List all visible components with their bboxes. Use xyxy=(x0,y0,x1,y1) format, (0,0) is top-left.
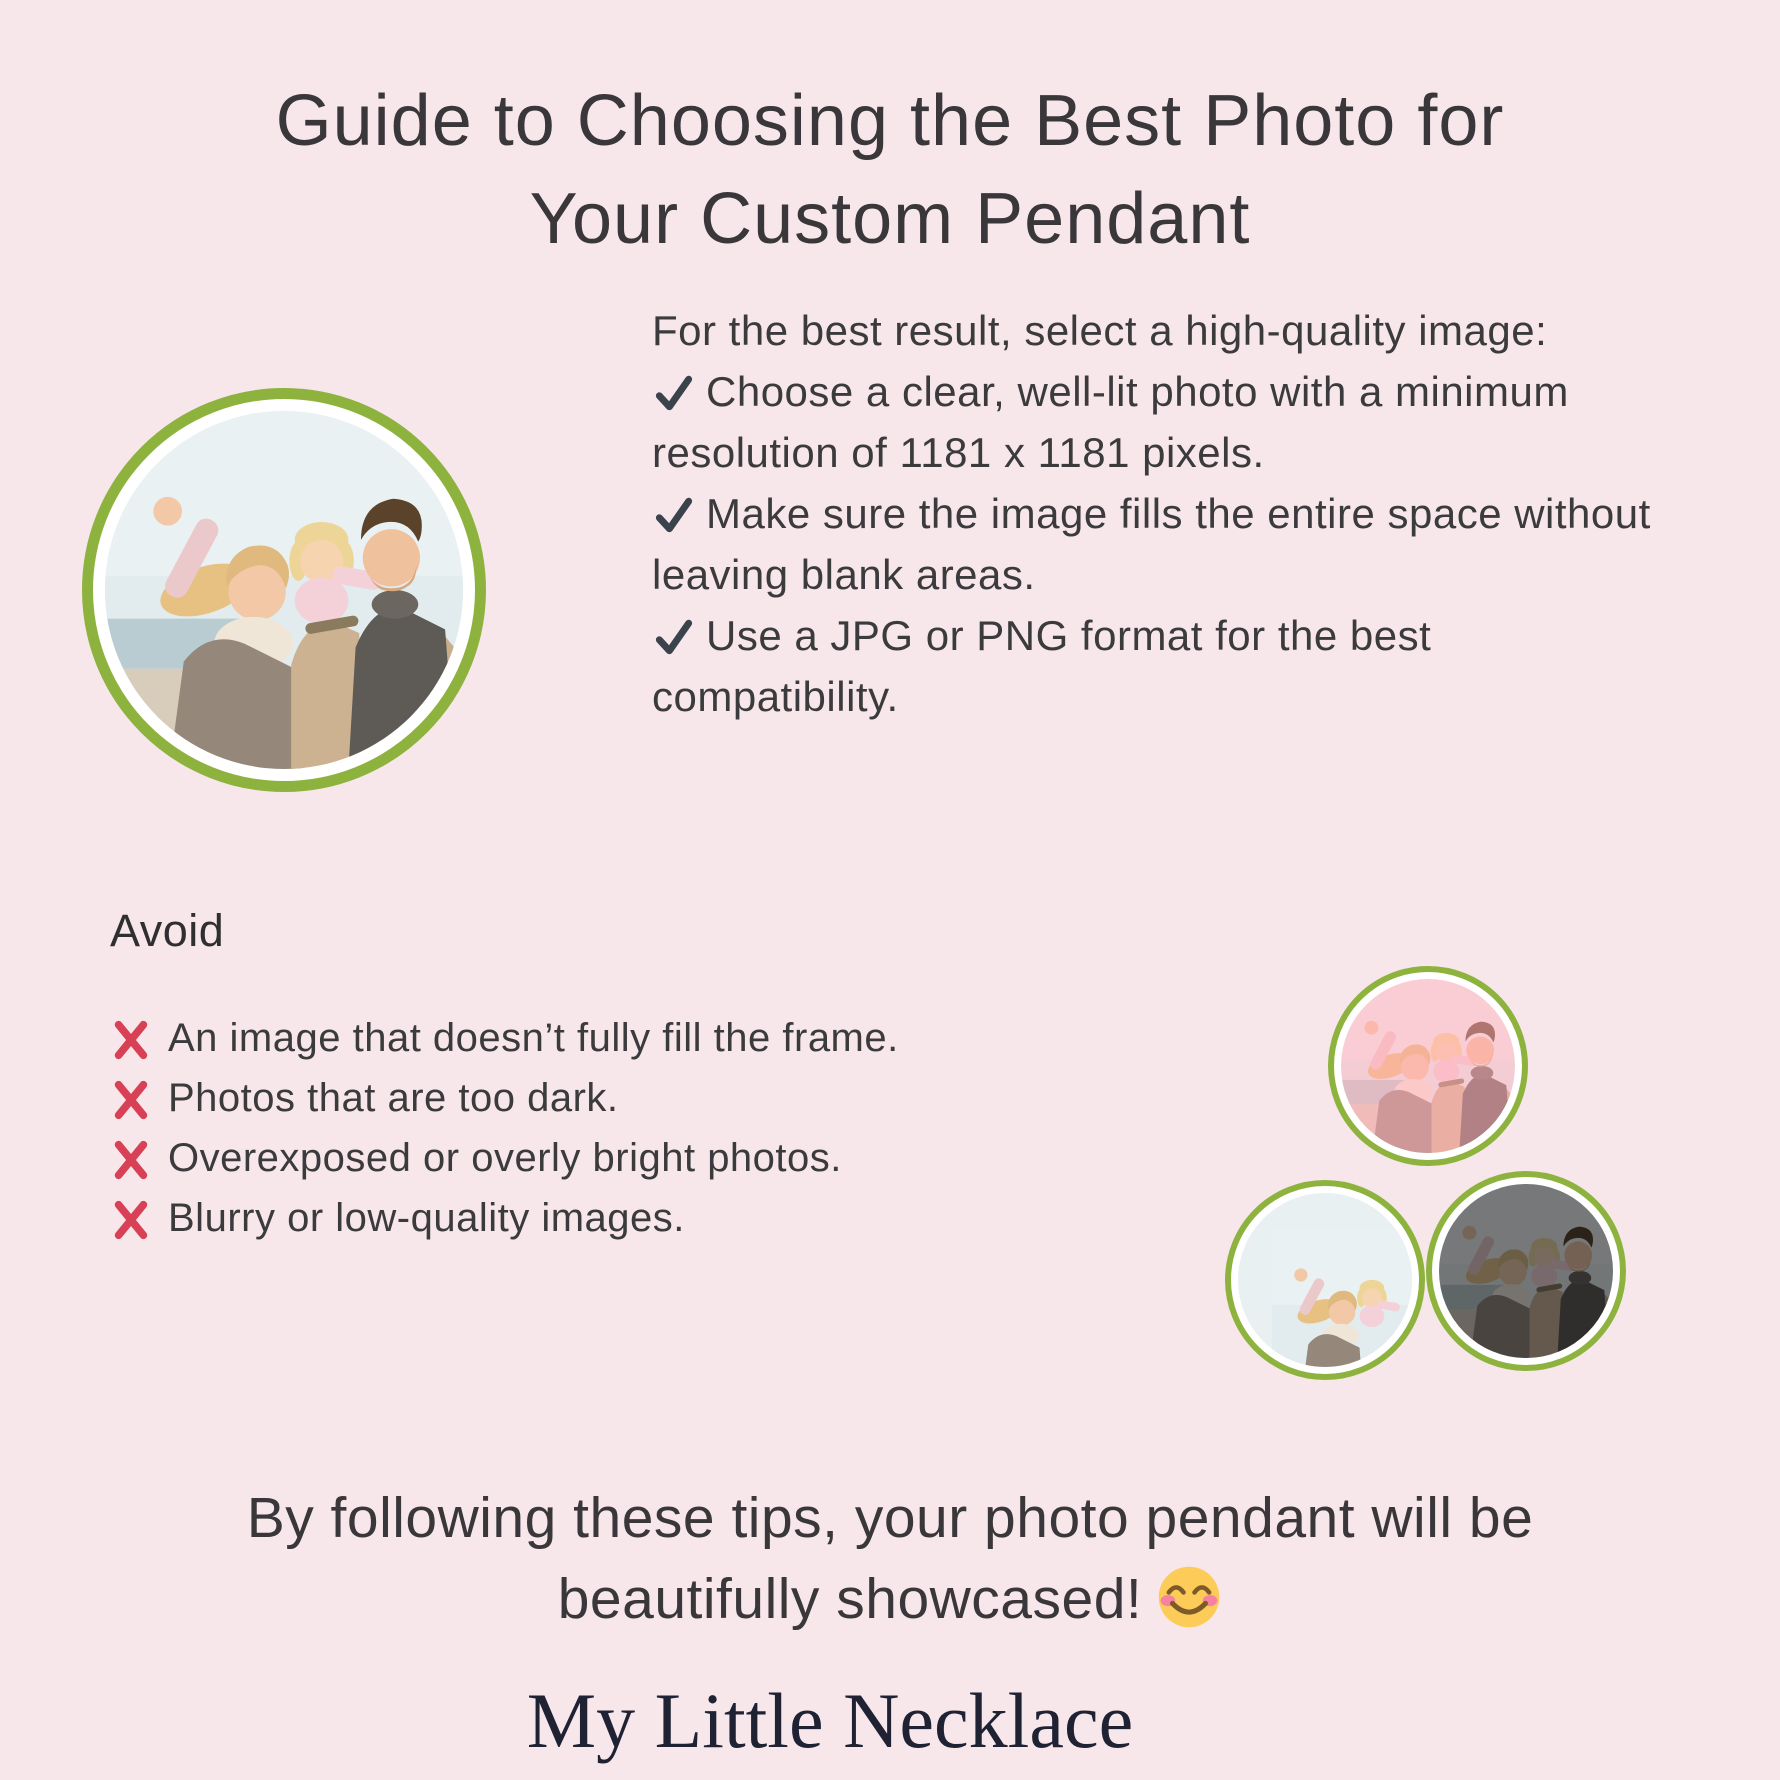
avoid-item xyxy=(110,1008,899,1068)
pink-tint-overlay xyxy=(1341,979,1515,1153)
brand-logo: My Little Necklace xyxy=(526,1677,1134,1764)
page-title-line-1: Guide to Choosing the Best Photo for xyxy=(275,81,1505,161)
smiling-face-blush-emoji-icon xyxy=(1156,1564,1222,1630)
family-photo-illustration xyxy=(1272,1229,1412,1367)
avoid-item-label: An image that doesn’t fully fill the frame. xyxy=(168,1015,899,1060)
cross-icon xyxy=(110,1019,152,1061)
pendant-photo-unfilled-inner xyxy=(1238,1193,1412,1367)
closing-line-2: beautifully showcased! xyxy=(0,1559,1780,1640)
pendant-photo-good-inner xyxy=(105,411,463,769)
family-photo-illustration xyxy=(105,411,463,769)
avoid-item xyxy=(110,1068,899,1128)
pendant-photo-unfilled xyxy=(1225,1180,1425,1380)
family-photo-illustration xyxy=(1439,1184,1613,1358)
cross-icon xyxy=(110,1079,152,1121)
pendant-photo-good xyxy=(82,388,486,792)
avoid-item xyxy=(110,1128,899,1188)
closing-text xyxy=(0,1478,1780,1640)
avoid-list xyxy=(110,1008,899,1248)
pendant-photo-dark xyxy=(1426,1171,1626,1371)
cross-icon xyxy=(110,1139,152,1181)
check-icon xyxy=(652,615,696,659)
pendant-photo-overexposed-inner xyxy=(1341,979,1515,1153)
tip-item-2-line-2: leaving blank areas. xyxy=(652,550,1036,598)
tip-item-1-line-1: Choose a clear, well-lit photo with a minimum xyxy=(652,361,1780,422)
check-icon xyxy=(652,371,696,415)
avoid-item xyxy=(110,1188,899,1248)
page-title xyxy=(0,72,1780,268)
tip-item-3-line-2: compatibility. xyxy=(652,672,899,720)
pendant-photo-overexposed xyxy=(1328,966,1528,1166)
pendant-photo-dark-inner xyxy=(1439,1184,1613,1358)
tip-item-2-line-1: Make sure the image fills the entire space without xyxy=(652,483,1780,544)
page-title-line-2: Your Custom Pendant xyxy=(529,179,1251,259)
avoid-item-label: Photos that are too dark. xyxy=(168,1075,619,1120)
avoid-heading: Avoid xyxy=(110,905,225,956)
tips-section xyxy=(652,300,1780,727)
tip-item-1-line-2: resolution of 1181 x 1181 pixels. xyxy=(652,428,1265,476)
avoid-item-label: Overexposed or overly bright photos. xyxy=(168,1135,842,1180)
tips-intro: For the best result, select a high-quality image: xyxy=(652,306,1548,354)
cross-icon xyxy=(110,1199,152,1241)
check-icon xyxy=(652,493,696,537)
avoid-item-label: Blurry or low-quality images. xyxy=(168,1195,685,1240)
closing-line-1: By following these tips, your photo pendant will be xyxy=(246,1486,1534,1550)
tip-item-3-line-1: Use a JPG or PNG format for the best xyxy=(652,605,1780,666)
